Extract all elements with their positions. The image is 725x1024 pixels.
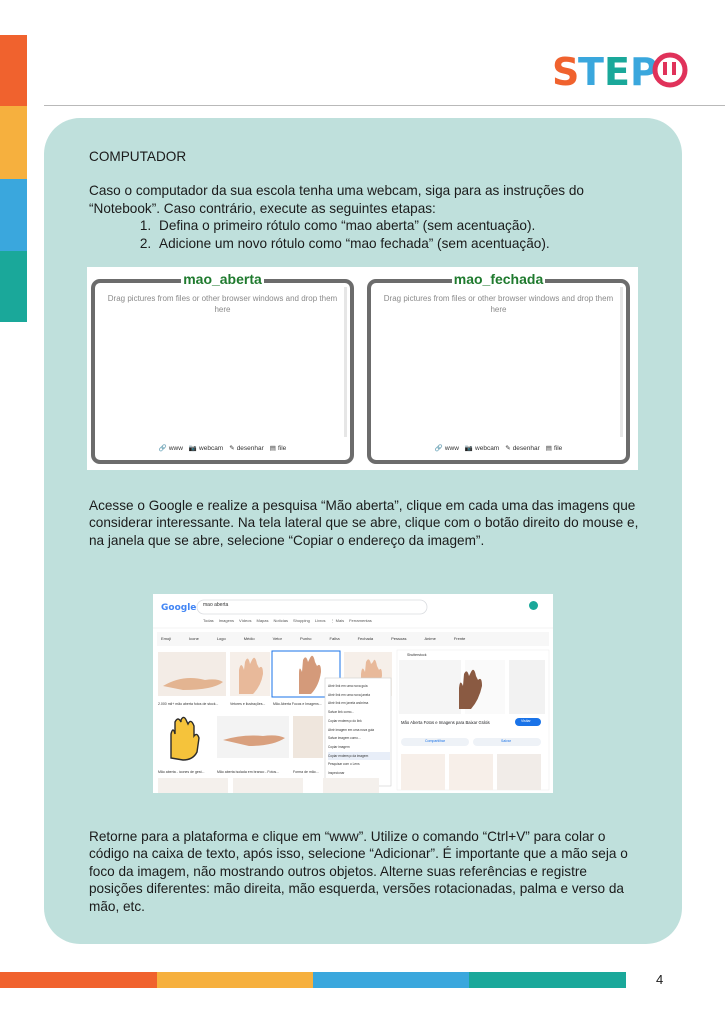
file-icon: ▤ [269,445,276,452]
step-item: 2. Adicione um novo rótulo como “mao fechada” (sem acentuação). [155,235,639,252]
panel-scrollbar[interactable] [620,287,623,437]
svg-text:S: S [552,50,581,92]
menu-item[interactable]: Inspecionar [328,771,345,776]
svg-text:E: E [604,50,630,92]
chip[interactable]: Fechada [357,636,374,641]
footer-stripe-orange [0,972,157,988]
panel-mao-aberta [91,271,354,464]
menu-item[interactable]: Salvar imagem como... [328,736,361,741]
tabs-row [203,618,372,623]
pencil-icon: ✎ [505,445,511,452]
chip[interactable]: Médio [243,636,255,641]
pencil-icon: ✎ [229,445,235,452]
tab[interactable]: Notícias [273,618,288,623]
webcam-button[interactable]: 📷 webcam [188,444,224,452]
result-caption[interactable]: 2.000 mil+ mão aberta fotos de stock... [158,702,219,706]
result-caption[interactable]: Forma de mão... [293,770,319,774]
chip[interactable]: Anime [424,636,436,641]
left-stripe-teal [0,251,27,322]
www-button[interactable]: 🔗 www [158,444,183,452]
page-number: 4 [656,972,664,987]
svg-text:T: T [578,50,604,92]
link-icon: 🔗 [158,445,167,452]
panel-label: mao_fechada [453,271,544,287]
www-button[interactable]: 🔗 www [434,444,459,452]
tab[interactable]: Ferramentas [349,618,372,623]
share-button[interactable]: Compartilhar [425,739,446,743]
file-button[interactable]: ▤ file [269,444,287,452]
result-caption[interactable]: Mão aberta isolada em branco - Fotos... [217,770,280,774]
draw-button[interactable]: ✎ desenhar [229,444,264,452]
tab[interactable]: Todas [203,618,214,623]
camera-icon: 📷 [464,445,474,452]
steps-list [89,217,639,252]
chip[interactable]: Falha [329,636,340,641]
side-panel-title: Mão Aberta Fotos e Imagens para Baixar Grátis [401,720,490,725]
tab[interactable]: Livros [314,618,326,623]
save-button[interactable]: Salvar [501,739,511,743]
search-query: mao aberta [203,602,229,608]
context-menu [328,682,390,778]
footer-stripe-blue [313,972,469,988]
camera-icon: 📷 [188,445,198,452]
left-stripe-orange [0,35,27,106]
left-stripe-blue [0,179,27,251]
chip[interactable]: Pessoas [391,636,407,641]
tab[interactable]: ⋮ Mais [330,618,345,623]
drop-hint: Drag pictures from files or other browser windows and drop them here [107,294,338,314]
header-divider [44,105,725,106]
paragraph-return: Retorne para a plataforma e clique em “www”. Utilize o comando “Ctrl+V” para colar o código na caixa de texto, após isso, selecione “Adicionar”. É importante que a mão seja o foco da imagem, não mostrando outros objetos. Alterne suas referências e registre posições diferentes: mão direita, mão esquerda, versões rotacionadas, palma e verso da mão, etc. [89,829,628,914]
panel-toolbar [95,444,350,452]
menu-item[interactable]: Abrir imagem em uma nova guia [328,727,375,732]
result-caption[interactable]: Mão Aberta Focos e Imagens... [273,702,322,706]
webcam-button[interactable]: 📷 webcam [464,444,500,452]
svg-text:Google: Google [161,603,197,613]
chips-row [161,636,465,641]
label-panels-screenshot [87,267,638,470]
google-images-screenshot [153,594,553,793]
panel-mao-fechada [367,271,630,464]
tab[interactable]: Imagens [218,618,235,623]
menu-item[interactable]: Salvar link como... [328,710,355,715]
tab[interactable]: Mapas [256,618,269,623]
footer-stripe-teal [469,972,626,988]
chip[interactable]: Logo [216,636,226,641]
footer-stripe-yellow [157,972,313,988]
menu-item[interactable]: Copiar endereço do link [328,718,362,723]
panel-label: mao_aberta [183,271,262,287]
panel-toolbar [371,444,626,452]
menu-item[interactable]: Pesquisar com o Lens [328,762,360,767]
draw-button[interactable]: ✎ desenhar [505,444,540,452]
link-icon: 🔗 [434,445,443,452]
section-block [89,148,639,252]
visit-button[interactable]: Visitar [521,719,531,723]
chip[interactable]: Icone [189,636,199,641]
drop-hint: Drag pictures from files or other browser windows and drop them here [383,294,614,314]
menu-item[interactable]: Copiar imagem [328,744,350,749]
chip[interactable]: Punho [299,636,312,641]
step-item: 1. Defina o primeiro rótulo como “mao aberta” (sem acentuação). [155,217,639,234]
result-caption[interactable]: Vetores e ilustrações... [230,702,266,706]
menu-item[interactable]: Abrir link em janela anônima [328,701,369,706]
tab[interactable]: Vídeos [239,618,252,623]
side-panel-source: Shutterstock [407,653,427,657]
file-button[interactable]: ▤ file [545,444,563,452]
menu-item[interactable]: Abrir link em uma nova janela [328,692,370,697]
step-logo [552,50,688,92]
file-icon: ▤ [545,445,552,452]
chip[interactable]: Emoji [161,636,172,641]
intro-paragraph: Caso o computador da sua escola tenha uma webcam, siga para as instruções do “Notebook”. Caso contrário, execute as seguintes etapas: [89,183,584,216]
menu-item[interactable]: Abrir link em uma nova guia [328,684,368,688]
panel-scrollbar[interactable] [344,287,347,437]
menu-item-copy-image-address[interactable]: Copiar endereço da imagem [328,752,390,761]
chip[interactable]: Frente [453,636,466,641]
result-caption[interactable]: Mão aberta - ícones de gest... [158,770,205,774]
left-stripe-yellow [0,106,27,179]
tab[interactable]: Shopping [292,618,310,623]
section-heading: COMPUTADOR [89,149,187,164]
paragraph-google: Acesse o Google e realize a pesquisa “Mão aberta”, clique em cada uma das imagens que considerar interessante. Na tela lateral que se abre, clique com o botão direito do mouse e, na janela que se abre, selecione “Copiar o endereço da imagem”. [89,498,639,548]
chip[interactable]: Vetor [272,636,282,641]
svg-text:P: P [630,50,658,92]
